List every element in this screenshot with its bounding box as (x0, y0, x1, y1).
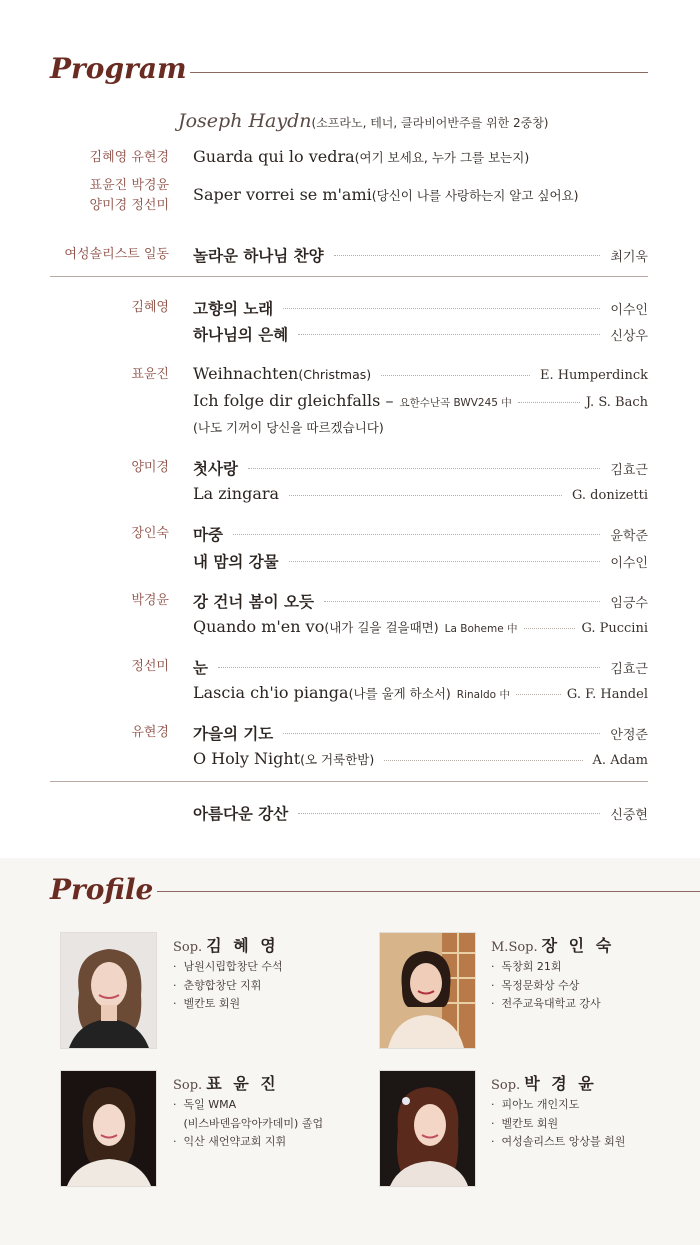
program-heading: Program (50, 52, 187, 85)
profile-photo (379, 932, 476, 1049)
profile-bullets (491, 1096, 625, 1152)
profile-heading-rule (157, 891, 700, 892)
voice-type: Sop. (173, 1078, 203, 1093)
song-title: 놀라운 하나님 찬양 (193, 246, 324, 265)
song-title: La zingara (193, 484, 280, 503)
program-item (193, 147, 648, 169)
song-translation: (나도 기꺼이 당신을 따르겠습니다) (193, 420, 384, 435)
program-item (193, 391, 648, 413)
bullet-item: · 벨칸토 회원 (491, 1116, 559, 1130)
composer-name: 윤학준 (610, 529, 648, 544)
composer-name: 임긍수 (610, 596, 648, 611)
song-title: 마중 (193, 525, 223, 544)
song-translation: (나를 울게 하소서) (348, 686, 451, 701)
leader-dots (384, 760, 582, 761)
bullet-item: · 목정문화상 수상 (491, 978, 580, 992)
composer-name: 이수인 (610, 556, 648, 571)
composer-name: E. Humperdinck (539, 368, 648, 383)
program-heading-rule (190, 72, 648, 73)
leader-dots (283, 308, 600, 309)
composer-name: 신중현 (610, 808, 648, 823)
program-item (193, 364, 648, 386)
song-title: Ich folge dir gleichfalls – (193, 391, 394, 410)
leader-dots (289, 561, 601, 562)
composer-name: 이수인 (610, 303, 648, 318)
bullet-item: · 독창회 21회 (491, 960, 562, 973)
profile-bullets (491, 958, 601, 1014)
composer-name: G. F. Handel (566, 687, 648, 702)
leader-dots (298, 334, 600, 335)
song-title: Weihnachten (193, 364, 299, 383)
leader-dots (381, 375, 530, 376)
composer-name: G. donizetti (571, 488, 648, 503)
person-name: 김 혜 영 (206, 936, 279, 955)
song-title: 강 건너 봄이 오듯 (193, 592, 315, 611)
leader-dots (518, 402, 580, 403)
program-item (193, 722, 648, 744)
person-name: 표 윤 진 (206, 1074, 279, 1093)
program-item (193, 683, 648, 705)
song-source: Rinaldo 中 (456, 689, 510, 701)
song-title: 첫사랑 (193, 459, 238, 478)
profile-name (173, 933, 279, 956)
leader-dots (524, 628, 576, 629)
song-title: 하나님의 은혜 (193, 325, 289, 344)
performer-label: 장인숙 (131, 526, 169, 541)
bullet-item: · 독일 WMA (173, 1098, 237, 1111)
song-title: Guarda qui lo vedra (193, 147, 355, 166)
bullet-item: · 익산 새언약교회 지휘 (173, 1135, 287, 1148)
song-title: Quando m'en vo (193, 617, 325, 636)
program-item (193, 590, 648, 612)
performer-label: 표윤진 (131, 367, 169, 382)
song-translation: (내가 길을 걸을때면) (324, 620, 439, 635)
person-name: 박 경 윤 (524, 1074, 597, 1093)
person-name: 장 인 숙 (541, 936, 615, 955)
program-item (193, 802, 648, 824)
composer-name: 김효근 (610, 662, 648, 677)
performer-label: 여성솔리스트 일동 (64, 247, 169, 262)
program-item (193, 523, 648, 545)
performer-label: 김혜영 (131, 300, 169, 315)
song-title: 눈 (193, 658, 208, 677)
leader-dots (233, 534, 600, 535)
composer-name: 안정준 (610, 728, 648, 743)
profile-name (491, 933, 614, 956)
song-translation: (오 거룩한밤) (300, 752, 375, 767)
leader-dots (298, 813, 600, 814)
bullet-item: · 피아노 개인지도 (491, 1098, 580, 1111)
bullet-item: (비스바덴음악아카데미) 졸업 (183, 1116, 324, 1130)
leader-dots (289, 495, 562, 496)
composer-name: A. Adam (592, 753, 648, 768)
profile-bullets (173, 958, 283, 1014)
performer-label: 표윤진 박경윤 (89, 178, 169, 193)
profile-name (491, 1071, 597, 1094)
leader-dots (516, 694, 561, 695)
haydn-note: (소프라노, 테너, 클라비어반주를 위한 2중창) (311, 116, 549, 130)
profile-heading: Profile (50, 873, 154, 906)
program-item (193, 457, 648, 479)
bullet-item: · 여성솔리스트 앙상블 회원 (491, 1135, 626, 1148)
profile-name (173, 1071, 279, 1094)
song-title: O Holy Night (193, 749, 301, 768)
song-title: Saper vorrei se m'ami (193, 185, 372, 204)
song-title: 고향의 노래 (193, 299, 274, 318)
divider (50, 276, 648, 277)
haydn-composer: Joseph Haydn (178, 110, 312, 132)
performer-label: 유현경 (131, 725, 169, 740)
composer-name: 신상우 (610, 329, 648, 344)
song-source: 요한수난곡 BWV245 中 (399, 397, 512, 409)
profile-photo (60, 932, 157, 1049)
leader-dots (324, 601, 600, 602)
profile-photo (379, 1070, 476, 1187)
performer-label: 양미경 (131, 460, 169, 475)
song-translation: (Christmas) (298, 367, 372, 382)
bullet-item: · 벨칸토 회원 (173, 997, 241, 1010)
bullet-item: · 전주교육대학교 강사 (491, 997, 601, 1010)
profile-photo (60, 1070, 157, 1187)
profile-bullets (173, 1096, 323, 1152)
composer-name: 최기욱 (610, 250, 648, 265)
program-item (193, 323, 648, 345)
performer-label: 박경윤 (131, 593, 169, 608)
program-item (193, 617, 648, 639)
composer-name: J. S. Bach (585, 395, 648, 410)
leader-dots (248, 468, 600, 469)
program-item (193, 297, 648, 319)
voice-type: M.Sop. (491, 940, 538, 955)
song-translation: (당신이 나를 사랑하는지 알고 싶어요) (371, 188, 579, 203)
performer-label: 정선미 (131, 659, 169, 674)
song-title: 가을의 기도 (193, 724, 274, 743)
performer-label: 양미경 정선미 (89, 198, 169, 213)
haydn-header (178, 110, 548, 132)
voice-type: Sop. (491, 1078, 521, 1093)
program-item (193, 185, 648, 207)
leader-dots (334, 255, 601, 256)
program-item (193, 656, 648, 678)
bullet-item: · 남원시립합창단 수석 (173, 960, 283, 973)
composer-name: G. Puccini (581, 621, 648, 636)
composer-name: 김효근 (610, 463, 648, 478)
leader-dots (218, 667, 600, 668)
program-item (193, 550, 648, 572)
program-item (193, 484, 648, 506)
performer-label: 김혜영 유현경 (89, 150, 169, 165)
song-title: 내 맘의 강물 (193, 552, 279, 571)
bullet-item: · 춘향합창단 지휘 (173, 978, 262, 992)
program-item (193, 749, 648, 771)
song-translation: (여기 보세요, 누가 그를 보는지) (354, 150, 530, 165)
song-title: 아름다운 강산 (193, 804, 289, 823)
song-source: La Boheme 中 (444, 623, 518, 635)
voice-type: Sop. (173, 940, 203, 955)
leader-dots (283, 733, 600, 734)
song-title: Lascia ch'io pianga (193, 683, 349, 702)
divider (50, 781, 648, 782)
program-item (193, 244, 648, 266)
